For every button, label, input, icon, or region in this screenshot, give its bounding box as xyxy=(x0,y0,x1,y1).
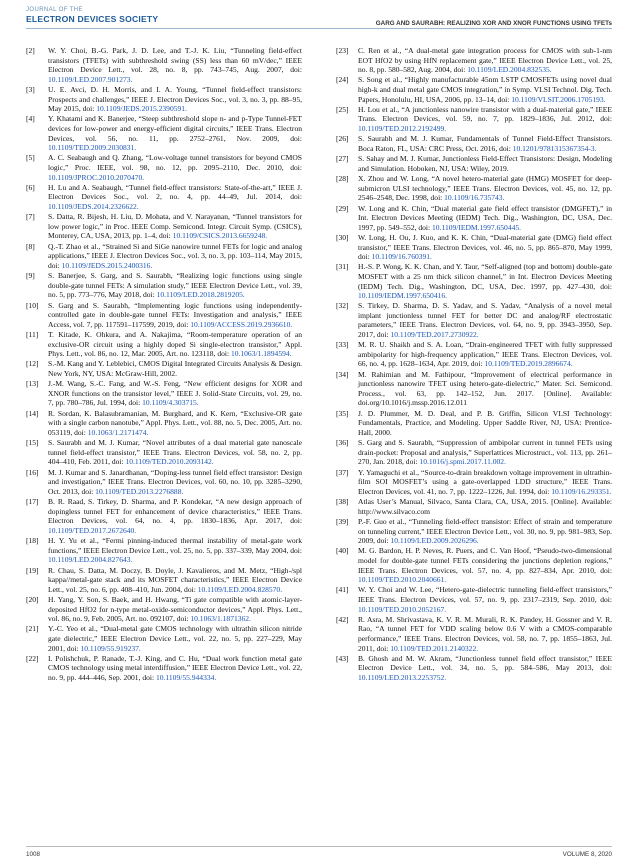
reference-body: Y.-C. Yeo et al., “Dual-metal gate CMOS technology with ultrathin silicon nitride gate dielectric,” IEEE Electron Device Lett., vol. 22, no. 5, pp. 227–229, May 2001, doi: xyxy=(48,624,302,653)
doi-link[interactable]: 10.1109/IEDM.1997.650416. xyxy=(358,291,448,301)
doi-link[interactable]: 10.1063/1.1871362. xyxy=(190,614,251,624)
reference-number: [28] xyxy=(336,174,349,184)
page-number: 1008 xyxy=(26,851,41,858)
reference-number: [16] xyxy=(26,467,39,477)
reference-item xyxy=(26,654,302,683)
reference-item xyxy=(26,438,302,467)
reference-text xyxy=(48,536,302,564)
doi-link[interactable]: 10.1109/TED.2019.2896674. xyxy=(484,359,573,369)
reference-text xyxy=(48,46,302,84)
reference-number: [24] xyxy=(336,75,349,85)
reference-item xyxy=(26,330,302,359)
reference-text xyxy=(48,242,302,270)
reference-body: M. J. Kumar and S. Janardhanan, “Doping-less tunnel field effect transistor: Design and investigation,” IEEE Trans. Electron Devices, vol. 60, no. 10, pp. 3285–3290, Oct. 2013, doi: xyxy=(48,467,302,496)
reference-body: W. Long and K. Chin, “Dual material gate field effect transistor (DMGFET),” in Int. Electron Devices Meeting (IEDM) Tech. Dig., Washington, DC, USA, Dec. 1997, pp. 549–552, doi: xyxy=(358,203,612,232)
reference-number: [41] xyxy=(336,585,349,595)
reference-number: [34] xyxy=(336,369,349,379)
reference-item xyxy=(336,546,612,584)
reference-item xyxy=(336,468,612,497)
doi-link[interactable]: 10.1109/16.293351. xyxy=(551,486,612,496)
doi-link[interactable]: 10.1109/JEDS.2014.2326622. xyxy=(48,201,139,211)
reference-number: [5] xyxy=(26,153,35,163)
reference-item xyxy=(26,409,302,438)
reference-body: B. Ghosh and M. W. Akram, “Junctionless tunnel field effect transistor,” IEEE Electron Device Lett., vol. 34, no. 5, pp. 584–586, May 2013, doi: xyxy=(358,653,612,673)
reference-number: [15] xyxy=(26,438,39,448)
reference-number: [23] xyxy=(336,46,349,55)
doi-link[interactable]: 10.1109/TED.2010.2093142. xyxy=(125,457,214,467)
reference-text xyxy=(358,204,612,232)
reference-text xyxy=(358,546,612,584)
reference-item xyxy=(336,654,612,683)
reference-body: I. Polishchuk, P. Ranade, T.-J. King, and C. Hu, “Dual work function metal gate CMOS technology using metal interdiffusion,” IEEE Electron Device Lett., vol. 22, no. 9, pp. 444–446, Sep. 2001, doi: xyxy=(48,653,302,682)
reference-number: [17] xyxy=(26,497,39,507)
reference-number: [30] xyxy=(336,232,349,242)
reference-item xyxy=(26,468,302,497)
reference-body: Atlas User’s Manual, Silvaco, Santa Clara, CA, USA, 2015. [Online]. Available: http://www.silvaco.com xyxy=(358,497,612,516)
reference-body: S. Banerjee, S. Garg, and S. Saurabh, “Realizing logic functions using single double-gate tunnel FETs: A simulation study,” IEEE Electron Device Lett., vol. 39, no. 5, pp. 773–776, May 2018, doi: xyxy=(48,271,302,300)
doi-link[interactable]: 10.1109/LED.2007.901273. xyxy=(48,74,133,84)
reference-item xyxy=(336,370,612,408)
reference-number: [25] xyxy=(336,104,349,114)
reference-text xyxy=(48,114,302,152)
reference-text xyxy=(358,46,612,74)
reference-number: [10] xyxy=(26,300,39,310)
reference-item xyxy=(336,204,612,233)
reference-text xyxy=(48,212,302,240)
reference-item xyxy=(336,174,612,203)
reference-body: R. Asra, M. Shrivastava, K. V. R. M. Murali, R. K. Pandey, H. Gossner and V. R. Rao, “A tunnel FET for VDD scaling below 0.6 V with a CMOS-comparable performance,” IEEE Trans. Electron Devices, vol. 58, no. 7, pp. 1855–1863, Jul. 2011, doi: xyxy=(358,614,612,653)
reference-item xyxy=(336,409,612,438)
doi-link[interactable]: 10.1109/16.760391. xyxy=(371,252,432,262)
doi-link[interactable]: 10.1109/ACCESS.2019.2936610. xyxy=(190,319,293,329)
reference-number: [29] xyxy=(336,203,349,213)
reference-text xyxy=(48,654,302,682)
reference-text xyxy=(358,585,612,613)
reference-item xyxy=(26,497,302,535)
doi-link[interactable]: 10.1109/4.303715. xyxy=(142,398,199,408)
reference-text xyxy=(358,75,612,103)
reference-number: [38] xyxy=(336,497,349,507)
reference-number: [21] xyxy=(26,624,39,634)
reference-text xyxy=(358,438,612,466)
doi-link[interactable]: 10.1109/LED.2018.2819205. xyxy=(156,290,245,300)
reference-number: [3] xyxy=(26,84,35,94)
reference-text xyxy=(358,233,612,261)
doi-link[interactable]: 10.1109/JPROC.2010.2070470. xyxy=(48,172,145,182)
reference-item xyxy=(26,624,302,653)
reference-body: S. Datta, R. Bijesh, H. Liu, D. Mohata, and V. Narayanan, “Tunnel transistors for low power logic,” in Proc. IEEE Comp. Semicond. Integr. Circuit Symp. (CSICS), Monterey, CA, USA, 2013, pp. 1–4, doi: xyxy=(48,212,302,241)
reference-body: H. Lu and A. Seabaugh, “Tunnel field-effect transistors: State-of-the-art,” IEEE J. Electron Devices Soc., vol. 2, no. 4, pp. 44–49, Jul. 2014, doi: xyxy=(48,182,302,202)
reference-item xyxy=(336,438,612,467)
society-name: ELECTRON DEVICES SOCIETY xyxy=(26,14,159,24)
reference-body: Q.-T. Zhao et al., “Strained Si and SiGe nanowire tunnel FETs for logic and analog applications,” IEEE J. Electron Devices Soc., vol. 3, no. 3, pp. 103–114, May 2015, doi: xyxy=(48,241,302,270)
reference-number: [27] xyxy=(336,154,349,164)
reference-body: S. Saurabh and M. J. Kumar, “Novel attributes of a dual material gate nanoscale tunnel field-effect transistor,” IEEE Trans. Electron Devices, vol. 58, no. 2, pp. 404–410, Feb. 2011, doi: xyxy=(48,438,302,467)
reference-number: [18] xyxy=(26,536,39,546)
doi-link[interactable]: 10.1109/55.944334. xyxy=(155,672,217,682)
reference-text xyxy=(48,624,302,652)
reference-text xyxy=(358,174,612,202)
reference-number: [19] xyxy=(26,565,39,575)
reference-text xyxy=(48,330,302,358)
reference-body: T. Kitade, K. Ohkura, and A. Nakajima, “Room-temperature operation of an exclusive-OR circuit using a highly doped Si single-electron transistor,” Appl. Phys. Lett., vol. 86, no. 12, Mar. 2005, Art. no. 123118, doi: xyxy=(48,330,302,359)
header-rule xyxy=(26,28,612,29)
reference-text xyxy=(48,183,302,211)
reference-item xyxy=(336,340,612,369)
reference-number: [39] xyxy=(336,517,349,526)
reference-item xyxy=(26,301,302,330)
reference-item xyxy=(26,566,302,595)
reference-text xyxy=(358,154,612,173)
doi-link[interactable]: 10.1201/9781315367354-3. xyxy=(512,143,597,153)
reference-item xyxy=(26,212,302,241)
reference-body: A. C. Seabaugh and Q. Zhang, “Low-voltage tunnel transistors for beyond CMOS logic,” Proc. IEEE, vol. 98, no. 12, pp. 2095–2110, Dec. 2010, doi: xyxy=(48,153,302,172)
reference-body: B. R. Raad, S. Tirkey, D. Sharma, and P. Kondekar, “A new design approach of dopingless tunnel FET for enhancement of device characteristics,” IEEE Trans. Electron Devices, vol. 64, no. 4, pp. 1830–1836, Apr. 2017, doi: xyxy=(48,497,302,526)
reference-text xyxy=(358,497,612,516)
reference-body: R. Sordan, K. Balasubramanian, M. Burghard, and K. Kern, “Exclusive-OR gate with a single carbon nanotube,” Appl. Phys. Lett., vol. 88, no. 5, Dec. 2005, Art. no. 053119, doi: xyxy=(48,408,302,437)
reference-number: [6] xyxy=(26,182,35,192)
reference-number: [33] xyxy=(336,340,349,350)
reference-text xyxy=(358,468,612,496)
reference-number: [31] xyxy=(336,262,349,272)
reference-text xyxy=(48,271,302,299)
reference-text xyxy=(48,438,302,466)
reference-body: C. Ren et al., “A dual-metal gate integration process for CMOS with sub-1-nm EOT HfO2 by using HfN replacement gate,” IEEE Electron Device Lett., vol. 25, no. 8, pp. 580–582, Aug. 2004, doi: xyxy=(358,46,612,75)
reference-body: W. Long, H. Ou, J. Kuo, and K. K. Chin, “Dual-material gate (DMG) field effect transistor,” IEEE Trans. Electron Devices, vol. 46, no. 5, pp. 865–870, May 1999, doi: xyxy=(358,232,612,262)
reference-body: M. R. U. Shaikh and S. A. Loan, “Drain-engineered TFET with fully suppressed ambipolarity for high-frequency application,” IEEE Trans. Electron Devices, vol. 66, no. 4, pp. 1628–1634, Apr. 2019, doi: xyxy=(358,340,612,369)
reference-number: [42] xyxy=(336,614,349,624)
reference-body: W. Y. Choi, B.-G. Park, J. D. Lee, and T.-J. K. Liu, “Tunneling field-effect transistors (TFETs) with subthreshold swing (SS) less than 60 mV/dec,” IEEE Electron Device Lett., vol. 28, no. 8, pp. 743–745, Aug. 2007, doi: xyxy=(48,46,302,75)
reference-body: S. Garg and S. Saurabh, “Implementing logic functions using independently-controlled gate in double-gate tunnel FETs: Investigation and analysis,” IEEE Access, vol. 7, pp. 117591–117599, 2019, doi: xyxy=(48,300,302,329)
reference-item xyxy=(26,114,302,152)
reference-number: [12] xyxy=(26,359,39,369)
reference-item xyxy=(26,379,302,408)
reference-item xyxy=(336,233,612,262)
reference-body: J. D. Plummer, M. D. Deal, and P. B. Griffin, Silicon VLSI Technology: Fundamentals, Practice, and Modeling. Upper Saddle River, NJ, USA: Prentice-Hall, 2000. xyxy=(358,408,612,437)
doi-link[interactable]: 10.1109/JEDS.2015.2400316. xyxy=(61,260,153,270)
doi-link[interactable]: 10.1063/1.2171474. xyxy=(87,427,149,437)
reference-number: [32] xyxy=(336,301,349,311)
reference-body: Y. Khatami and K. Banerjee, “Steep subthreshold slope n- and p-Type Tunnel-FET devices for low-power and energy-efficient digital circuits,” IEEE Trans. Electron Devices, vol. 56, no. 11, pp. 2752–2761, Nov. 2009, doi: xyxy=(48,114,302,143)
reference-body: S. Song et al., “Highly manufacturable 45nm LSTP CMOSFETs using novel dual high-k and dual metal gate CMOS integration,” in Symp. VLSI Technol. Dig. Tech. Papers, Honolulu, HI, USA, 2006, pp. 13–14, doi: xyxy=(358,75,612,104)
reference-body: S. Garg and S. Saurabh, “Suppression of ambipolar current in tunnel FETs using drain-pocket: Proposal and analysis,” Superlattices Microstruct., vol. 113, pp. 261–270, Jan. 2018, doi: xyxy=(358,438,612,467)
reference-item xyxy=(26,536,302,565)
doi-link[interactable]: 10.1109/IEDM.1997.650445. xyxy=(432,222,522,232)
reference-body: U. E. Avci, D. H. Morris, and I. A. Young, “Tunnel field-effect transistors: Prospects and challenges,” IEEE J. Electron Devices Soc., vol. 3, no. 3, pp. 88–95, May 2015, doi: xyxy=(48,84,302,114)
reference-body: H. Lou et al., “A junctionless nanowire transistor with a dual-material gate,” IEEE Trans. Electron Devices, vol. 59, no. 7, pp. 1829–1836, Jul. 2012, doi: xyxy=(358,104,612,124)
reference-text xyxy=(358,409,612,437)
reference-item xyxy=(26,242,302,271)
reference-text xyxy=(48,468,302,496)
reference-number: [43] xyxy=(336,653,349,663)
reference-text xyxy=(358,105,612,133)
reference-body: J.-M. Wang, S.-C. Fang, and W.-S. Feng, “New efficient designs for XOR and XNOR functions on the transistor level,” IEEE J. Solid-State Circuits, vol. 29, no. 7, pp. 780–786, Jul. 1994, doi: xyxy=(48,379,302,408)
reference-text xyxy=(48,85,302,113)
doi-link[interactable]: 10.1109/55.919237. xyxy=(80,643,141,653)
reference-item xyxy=(336,134,612,153)
reference-body: S. Tirkey, D. Sharma, D. S. Yadav, and S. Yadav, “Analysis of a novel metal implant junctionless tunnel FET for better DC and analog/RF electrostatic parameters,” IEEE Trans. Electron Devices, vol. 64, no. 9, pp. 3943–3950, Sep. 2017, doi: xyxy=(358,301,612,340)
reference-item xyxy=(336,517,612,546)
reference-body: S.-M. Kang and Y. Leblebici, CMOS Digital Integrated Circuits Analysis & Design. New York, NY, USA: McGraw-Hill, 2002. xyxy=(48,359,302,379)
reference-body: H. Y. Yu et al., “Fermi pinning-induced thermal instability of metal-gate work functions,” IEEE Electron Device Lett., vol. 25, no. 5, pp. 337–339, May 2004, doi: xyxy=(48,536,302,555)
doi-link[interactable]: 10.1109/16.735743. xyxy=(444,193,505,203)
reference-body: W. Y. Choi and W. Lee, “Hetero-gate-dielectric tunneling field-effect transistors,” IEEE Trans. Electron Devices, vol. 57, no. 9, pp. 2317–2319, Sep. 2010, doi: xyxy=(358,585,612,604)
doi-link[interactable]: 10.1109/TED.2011.2140322. xyxy=(390,643,479,653)
reference-text xyxy=(358,370,612,408)
reference-text xyxy=(358,301,612,339)
reference-text xyxy=(358,134,612,153)
reference-body: S. Saurabh and M. J. Kumar, Fundamentals of Tunnel Field-Effect Transistors. Boca Raton, FL, USA: CRC Press, Oct. 2016, doi: xyxy=(358,134,612,153)
reference-text xyxy=(358,340,612,368)
doi-link[interactable]: 10.1109/LED.2004.828570. xyxy=(197,584,283,594)
reference-body: X. Zhou and W. Long, “A novel hetero-material gate (HMG) MOSFET for deep-submicron ULSI technology,” IEEE Trans. Electron Devices, vol. 45, no. 12, pp. 2546–2548, Dec. 1998, doi: xyxy=(358,174,612,203)
reference-number: [7] xyxy=(26,212,35,222)
reference-text xyxy=(48,409,302,437)
reference-item xyxy=(336,46,612,75)
doi-link[interactable]: 10.1109/LED.2013.2253752. xyxy=(358,672,447,682)
doi-link[interactable]: 10.1016/j.spmi.2017.11.002. xyxy=(419,457,506,467)
reference-text xyxy=(48,153,302,181)
reference-text xyxy=(48,497,302,535)
doi-link[interactable]: 10.1109/TED.2017.2672640. xyxy=(48,525,137,535)
reference-number: [8] xyxy=(26,241,35,251)
doi-link[interactable]: 10.1109/TED.2010.2052167. xyxy=(358,604,447,614)
references-left-column xyxy=(26,46,302,683)
reference-number: [2] xyxy=(26,46,35,55)
reference-item xyxy=(26,359,302,378)
reference-item xyxy=(336,262,612,300)
reference-item xyxy=(26,46,302,84)
reference-item xyxy=(336,154,612,173)
journal-label: JOURNAL OF THE xyxy=(26,7,83,13)
reference-body: Y. Yamaguchi et al., “Source-to-drain breakdown voltage improvement in ultrathin-film SOI MOSFET’s using a gate-overlapped LDD structure,” IEEE Trans. Electron Devices, vol. 41, no. 7, pp. 1222–1226, Jul. 1994, doi: xyxy=(358,467,612,496)
reference-text xyxy=(48,379,302,407)
reference-item xyxy=(26,153,302,182)
reference-text xyxy=(358,615,612,653)
reference-number: [11] xyxy=(26,330,39,340)
doi-link[interactable]: 10.1109/JEDS.2015.2390591. xyxy=(96,104,187,114)
reference-number: [20] xyxy=(26,594,39,604)
doi-link[interactable]: 10.1109/LED.2009.2026296. xyxy=(390,536,479,546)
reference-body: H. Yang, Y. Son, S. Baek, and H. Hwang, “Ti gate compatible with atomic-layer-deposited HfO2 for n-type metal-oxide-semiconductor devices,” Appl. Phys. Lett., vol. 86, no. 9, Feb. 2005, Art. no. 092107, doi: xyxy=(48,594,302,624)
reference-number: [4] xyxy=(26,114,35,124)
reference-number: [37] xyxy=(336,467,349,477)
reference-body: R. Chau, S. Datta, M. Doczy, B. Doyle, J. Kavalieros, and M. Metz, “High-/spl kappa//metal-gate stack and its MOSFET characteristics,” IEEE Electron Device Lett., vol. 25, no. 6, pp. 408–410, Jun. 2004, doi: xyxy=(48,565,302,594)
reference-item xyxy=(26,183,302,212)
reference-text xyxy=(48,566,302,594)
doi-link[interactable]: 10.1109/LED.2004.832535. xyxy=(467,65,552,75)
doi-link[interactable]: 10.1109/VLSIT.2006.1705193. xyxy=(511,94,606,104)
reference-number: [22] xyxy=(26,653,39,663)
reference-number: [40] xyxy=(336,546,349,556)
reference-number: [14] xyxy=(26,408,39,418)
reference-body: M. Rahimian and M. Fathipour, “Improvement of electrical performance in junctionless nanowire TFET using hetero-gate-dielectric,” Mater. Sci. Semicond. Process., vol. 63, pp. 142–152, Jun. 2017. [Online]. Available: doi.org/10.1016/j.mssp.2016.12.011 xyxy=(358,369,612,408)
reference-item xyxy=(336,615,612,653)
doi-link[interactable]: 10.1109/TED.2017.2730922. xyxy=(390,330,479,340)
doi-link[interactable]: 10.1109/TED.2012.2192499. xyxy=(358,123,447,133)
reference-number: [26] xyxy=(336,134,349,144)
doi-link[interactable]: 10.1109/TED.2010.2040661. xyxy=(358,575,447,585)
doi-link[interactable]: 10.1109/TED.2013.2276888. xyxy=(95,486,184,496)
reference-body: M. G. Bardon, H. P. Neves, R. Puers, and C. Van Hoof, “Pseudo-two-dimensional model for double-gate tunnel FETs considering the junctions depletion regions,” IEEE Trans. Electron Devices, vol. 57, no. 4, pp. 827–834, Apr. 2010, doi: xyxy=(358,546,612,575)
doi-link[interactable]: 10.1109/CSICS.2013.6659248. xyxy=(172,231,268,241)
reference-item xyxy=(336,301,612,339)
reference-number: [35] xyxy=(336,408,349,418)
footer-rule xyxy=(26,846,612,847)
reference-text xyxy=(48,359,302,378)
reference-text xyxy=(48,595,302,623)
references-right-column xyxy=(336,46,612,683)
reference-item xyxy=(336,105,612,134)
reference-item xyxy=(336,497,612,516)
doi-link[interactable]: 10.1109/LED.2004.827643. xyxy=(48,555,133,565)
reference-item xyxy=(26,85,302,114)
reference-text xyxy=(48,301,302,329)
reference-body: S. Sahay and M. J. Kumar, Junctionless Field-Effect Transistors: Design, Modeling and Simulation. Hoboken, NJ, USA: Wiley, 2019. xyxy=(358,154,612,173)
volume-label: VOLUME 8, 2020 xyxy=(562,851,612,858)
doi-link[interactable]: 10.1109/TED.2009.2030831. xyxy=(48,143,137,153)
reference-item xyxy=(26,595,302,624)
reference-text xyxy=(358,654,612,682)
reference-text xyxy=(358,262,612,300)
reference-number: [13] xyxy=(26,379,39,389)
reference-body: H.-S. P. Wong, K. K. Chan, and Y. Taur, “Self-aligned (top and bottom) double-gate MOSFET with a 25 nm thick silicon channel,” in Int. Electron Devices Meeting (IEDM) Tech. Dig., Washington, DC, USA, Dec. 1997, pp. 427–430, doi: xyxy=(358,262,612,291)
doi-link[interactable]: 10.1063/1.1894594. xyxy=(230,349,292,359)
reference-item xyxy=(26,271,302,300)
reference-body: P.-F. Guo et al., “Tunneling field-effect transistor: Effect of strain and temperature on tunneling current,” IEEE Electron Device Lett., vol. 30, no. 9, pp. 981–983, Sep. 2009, doi: xyxy=(358,517,612,546)
reference-text xyxy=(358,517,612,545)
running-title: GARG AND SAURABH: REALIZING XOR AND XNOR FUNCTIONS USING TFETs xyxy=(375,20,612,27)
reference-number: [9] xyxy=(26,271,35,281)
reference-number: [36] xyxy=(336,438,349,448)
reference-item xyxy=(336,585,612,614)
reference-item xyxy=(336,75,612,104)
